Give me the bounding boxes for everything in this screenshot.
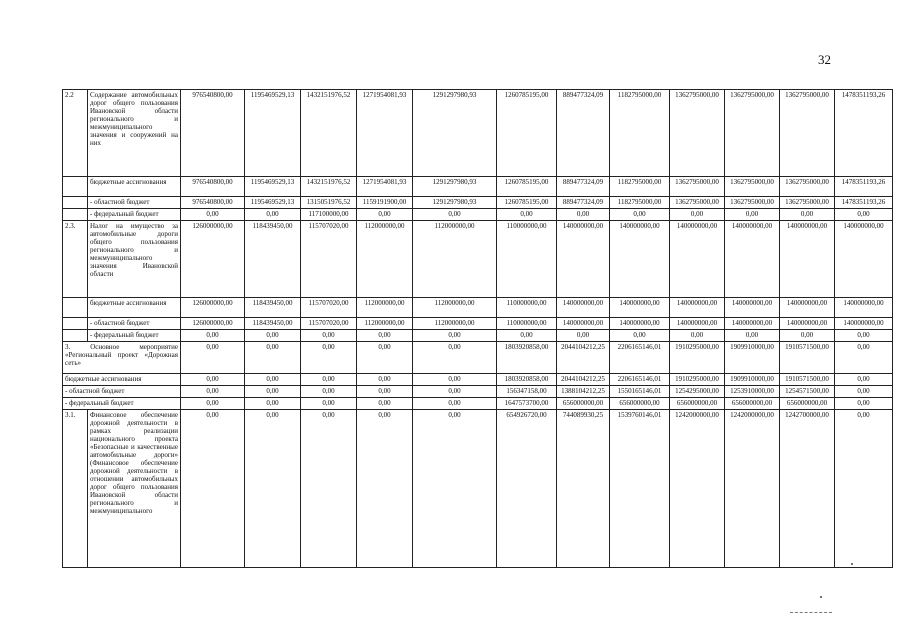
value-cell: 0,00 bbox=[610, 330, 670, 342]
table-row bbox=[63, 410, 893, 568]
value-cell: 1242000000,00 bbox=[725, 410, 780, 568]
table-row bbox=[63, 398, 893, 410]
value-cell: 1910295000,00 bbox=[670, 342, 725, 374]
value-cell: 2044104212,25 bbox=[557, 374, 610, 386]
value-cell: 1362795000,00 bbox=[725, 197, 780, 209]
value-cell: 1388104212,25 bbox=[557, 386, 610, 398]
value-cell: 118439450,00 bbox=[245, 298, 301, 318]
value-cell: 112000000,00 bbox=[413, 318, 497, 330]
value-cell: 1362795000,00 bbox=[725, 177, 780, 197]
page-number: 32 bbox=[818, 52, 831, 67]
value-cell: 140000000,00 bbox=[610, 318, 670, 330]
row-name: - областной бюджет bbox=[88, 197, 181, 209]
budget-table bbox=[62, 89, 893, 568]
value-cell: 0,00 bbox=[413, 330, 497, 342]
value-cell: 654926720,00 bbox=[497, 410, 557, 568]
value-cell: 1260785195,00 bbox=[497, 90, 557, 177]
value-cell: 1909910000,00 bbox=[725, 342, 780, 374]
value-cell: 118439450,00 bbox=[245, 221, 301, 298]
value-cell: 0,00 bbox=[301, 330, 357, 342]
value-cell: 1254571500,00 bbox=[780, 386, 835, 398]
value-cell: 976540800,00 bbox=[181, 90, 245, 177]
row-name: 3. Основное мероприятие «Региональный проект «Дорожная сеть» bbox=[63, 342, 181, 374]
value-cell: 2206165146,01 bbox=[610, 374, 670, 386]
value-cell: 112000000,00 bbox=[413, 221, 497, 298]
value-cell: 0,00 bbox=[301, 386, 357, 398]
value-cell: 0,00 bbox=[357, 209, 413, 221]
row-name: бюджетные ассигнования bbox=[88, 177, 181, 197]
row-name: Содержание автомобильных дорог общего пользования Ивановской области регионального и межмуниципального значения и сооружений на них bbox=[88, 90, 181, 177]
value-cell: 0,00 bbox=[357, 386, 413, 398]
row-code bbox=[63, 177, 88, 197]
value-cell: 976540800,00 bbox=[181, 197, 245, 209]
value-cell: 0,00 bbox=[301, 398, 357, 410]
value-cell: 0,00 bbox=[835, 342, 893, 374]
value-cell: 126000000,00 bbox=[181, 318, 245, 330]
value-cell: 0,00 bbox=[245, 330, 301, 342]
value-cell: 0,00 bbox=[557, 330, 610, 342]
row-name: - федеральный бюджет bbox=[88, 209, 181, 221]
value-cell: 140000000,00 bbox=[780, 298, 835, 318]
value-cell: 1362795000,00 bbox=[780, 90, 835, 177]
value-cell: 0,00 bbox=[245, 209, 301, 221]
value-cell: 1159191900,00 bbox=[357, 197, 413, 209]
row-code bbox=[63, 330, 88, 342]
row-code bbox=[63, 318, 88, 330]
value-cell: 0,00 bbox=[835, 386, 893, 398]
value-cell: 1182795000,00 bbox=[610, 197, 670, 209]
value-cell: 0,00 bbox=[301, 374, 357, 386]
value-cell: 656000000,00 bbox=[610, 398, 670, 410]
value-cell: 1362795000,00 bbox=[780, 197, 835, 209]
value-cell: 976540800,00 bbox=[181, 177, 245, 197]
value-cell: 889477324,09 bbox=[557, 177, 610, 197]
value-cell: 140000000,00 bbox=[670, 298, 725, 318]
value-cell: 1182795000,00 bbox=[610, 177, 670, 197]
value-cell: 1539760146,01 bbox=[610, 410, 670, 568]
table-row bbox=[63, 177, 893, 197]
value-cell: 1362795000,00 bbox=[780, 177, 835, 197]
value-cell: 0,00 bbox=[557, 209, 610, 221]
value-cell: 140000000,00 bbox=[780, 221, 835, 298]
value-cell: 0,00 bbox=[245, 386, 301, 398]
value-cell: 1271954081,93 bbox=[357, 90, 413, 177]
value-cell: 0,00 bbox=[245, 342, 301, 374]
value-cell: 0,00 bbox=[413, 342, 497, 374]
value-cell: 0,00 bbox=[413, 386, 497, 398]
value-cell: 1182795000,00 bbox=[610, 90, 670, 177]
value-cell: 110000000,00 bbox=[497, 221, 557, 298]
row-name: - областной бюджет bbox=[63, 386, 181, 398]
value-cell: 1362795000,00 bbox=[670, 90, 725, 177]
value-cell: 0,00 bbox=[413, 398, 497, 410]
value-cell: 140000000,00 bbox=[725, 318, 780, 330]
value-cell: 1242700000,00 bbox=[780, 410, 835, 568]
row-code: 2.2 bbox=[63, 90, 88, 177]
value-cell: 1478351193,26 bbox=[835, 177, 893, 197]
value-cell: 110000000,00 bbox=[497, 318, 557, 330]
value-cell: 0,00 bbox=[835, 209, 893, 221]
value-cell: 0,00 bbox=[413, 209, 497, 221]
value-cell: 112000000,00 bbox=[413, 298, 497, 318]
value-cell: 0,00 bbox=[245, 374, 301, 386]
value-cell: 115707020,00 bbox=[301, 221, 357, 298]
value-cell: 0,00 bbox=[780, 209, 835, 221]
table-row bbox=[63, 374, 893, 386]
value-cell: 115707020,00 bbox=[301, 318, 357, 330]
value-cell: 1291297980,93 bbox=[413, 197, 497, 209]
value-cell: 1647573700,00 bbox=[497, 398, 557, 410]
value-cell: 0,00 bbox=[835, 330, 893, 342]
table-row bbox=[63, 386, 893, 398]
value-cell: 1478351193,26 bbox=[835, 90, 893, 177]
footer-rule bbox=[790, 612, 832, 613]
value-cell: 1254295000,00 bbox=[670, 386, 725, 398]
value-cell: 117100000,00 bbox=[301, 209, 357, 221]
value-cell: 1271954081,93 bbox=[357, 177, 413, 197]
value-cell: 0,00 bbox=[181, 330, 245, 342]
value-cell: 140000000,00 bbox=[557, 221, 610, 298]
value-cell: 140000000,00 bbox=[835, 221, 893, 298]
value-cell: 0,00 bbox=[497, 330, 557, 342]
value-cell: 118439450,00 bbox=[245, 318, 301, 330]
value-cell: 1291297980,93 bbox=[413, 177, 497, 197]
row-name: Налог на имущество за автомобильные дороги общего пользования регионального и межмуниципального значения Ивановской области bbox=[88, 221, 181, 298]
row-code: 3.1. bbox=[63, 410, 88, 568]
value-cell: 140000000,00 bbox=[835, 318, 893, 330]
value-cell: 1550165146,01 bbox=[610, 386, 670, 398]
row-code bbox=[63, 209, 88, 221]
value-cell: 140000000,00 bbox=[610, 221, 670, 298]
value-cell: 140000000,00 bbox=[557, 318, 610, 330]
value-cell: 140000000,00 bbox=[835, 298, 893, 318]
value-cell: 0,00 bbox=[497, 209, 557, 221]
value-cell: 1432151976,52 bbox=[301, 90, 357, 177]
value-cell: 0,00 bbox=[835, 374, 893, 386]
value-cell: 1362795000,00 bbox=[670, 197, 725, 209]
value-cell: 1195469529,13 bbox=[245, 197, 301, 209]
value-cell: 140000000,00 bbox=[557, 298, 610, 318]
value-cell: 1432151976,52 bbox=[301, 177, 357, 197]
table-row bbox=[63, 90, 893, 177]
value-cell: 0,00 bbox=[181, 374, 245, 386]
value-cell: 0,00 bbox=[725, 330, 780, 342]
value-cell: 156347158,00 bbox=[497, 386, 557, 398]
value-cell: 1910571500,00 bbox=[780, 342, 835, 374]
value-cell: 1803920858,00 bbox=[497, 374, 557, 386]
row-name: Финансовое обеспечение дорожной деятельности в рамках реализации национального проекта «Безопасные и качественные автомобильные дороги» (Финансовое обеспечение дорожной деятельности в отношении автомобильных дорог общего пользования Ивановской области регионального и межмуниципального bbox=[88, 410, 181, 568]
table-row bbox=[63, 330, 893, 342]
value-cell: 0,00 bbox=[670, 209, 725, 221]
table-row bbox=[63, 318, 893, 330]
value-cell: 0,00 bbox=[835, 398, 893, 410]
value-cell: 1909910000,00 bbox=[725, 374, 780, 386]
table-row bbox=[63, 298, 893, 318]
value-cell: 0,00 bbox=[301, 410, 357, 568]
value-cell: 1362795000,00 bbox=[670, 177, 725, 197]
value-cell: 0,00 bbox=[357, 398, 413, 410]
value-cell: 656000000,00 bbox=[670, 398, 725, 410]
value-cell: 112000000,00 bbox=[357, 318, 413, 330]
value-cell: 0,00 bbox=[670, 330, 725, 342]
value-cell: 1260785195,00 bbox=[497, 177, 557, 197]
row-code bbox=[63, 298, 88, 318]
value-cell: 0,00 bbox=[181, 410, 245, 568]
value-cell: 1803920858,00 bbox=[497, 342, 557, 374]
value-cell: 0,00 bbox=[835, 410, 893, 568]
value-cell: 140000000,00 bbox=[780, 318, 835, 330]
scan-speck bbox=[820, 596, 822, 598]
scan-speck bbox=[851, 563, 853, 565]
value-cell: 0,00 bbox=[245, 398, 301, 410]
row-name: - федеральный бюджет bbox=[88, 330, 181, 342]
row-name: бюджетные ассигнования bbox=[63, 374, 181, 386]
value-cell: 0,00 bbox=[725, 209, 780, 221]
value-cell: 140000000,00 bbox=[670, 318, 725, 330]
row-name: бюджетные ассигнования bbox=[88, 298, 181, 318]
value-cell: 140000000,00 bbox=[725, 221, 780, 298]
value-cell: 656000000,00 bbox=[557, 398, 610, 410]
table-row bbox=[63, 197, 893, 209]
value-cell: 112000000,00 bbox=[357, 221, 413, 298]
value-cell: 126000000,00 bbox=[181, 298, 245, 318]
value-cell: 0,00 bbox=[357, 330, 413, 342]
value-cell: 1242000000,00 bbox=[670, 410, 725, 568]
value-cell: 889477324,09 bbox=[557, 197, 610, 209]
value-cell: 1315051976,52 bbox=[301, 197, 357, 209]
value-cell: 1253910000,00 bbox=[725, 386, 780, 398]
value-cell: 0,00 bbox=[357, 342, 413, 374]
value-cell: 0,00 bbox=[357, 410, 413, 568]
value-cell: 0,00 bbox=[301, 342, 357, 374]
value-cell: 1910295000,00 bbox=[670, 374, 725, 386]
value-cell: 0,00 bbox=[181, 398, 245, 410]
value-cell: 2206165146,01 bbox=[610, 342, 670, 374]
value-cell: 126000000,00 bbox=[181, 221, 245, 298]
value-cell: 0,00 bbox=[413, 374, 497, 386]
table-row bbox=[63, 221, 893, 298]
value-cell: 744089930,25 bbox=[557, 410, 610, 568]
table-row bbox=[63, 342, 893, 374]
value-cell: 0,00 bbox=[181, 342, 245, 374]
row-code: 2.3. bbox=[63, 221, 88, 298]
value-cell: 0,00 bbox=[357, 374, 413, 386]
value-cell: 140000000,00 bbox=[670, 221, 725, 298]
value-cell: 889477324,09 bbox=[557, 90, 610, 177]
value-cell: 1195469529,13 bbox=[245, 177, 301, 197]
value-cell: 115707020,00 bbox=[301, 298, 357, 318]
value-cell: 0,00 bbox=[610, 209, 670, 221]
value-cell: 0,00 bbox=[181, 386, 245, 398]
row-name: - федеральный бюджет bbox=[63, 398, 181, 410]
value-cell: 140000000,00 bbox=[725, 298, 780, 318]
value-cell: 656000000,00 bbox=[780, 398, 835, 410]
value-cell: 1362795000,00 bbox=[725, 90, 780, 177]
value-cell: 0,00 bbox=[780, 330, 835, 342]
value-cell: 140000000,00 bbox=[610, 298, 670, 318]
row-code bbox=[63, 197, 88, 209]
value-cell: 2044104212,25 bbox=[557, 342, 610, 374]
value-cell: 0,00 bbox=[413, 410, 497, 568]
value-cell: 112000000,00 bbox=[357, 298, 413, 318]
value-cell: 656000000,00 bbox=[725, 398, 780, 410]
value-cell: 1195469529,13 bbox=[245, 90, 301, 177]
value-cell: 1260785195,00 bbox=[497, 197, 557, 209]
value-cell: 1478351193,26 bbox=[835, 197, 893, 209]
value-cell: 1291297980,93 bbox=[413, 90, 497, 177]
table-row bbox=[63, 209, 893, 221]
value-cell: 0,00 bbox=[181, 209, 245, 221]
value-cell: 0,00 bbox=[245, 410, 301, 568]
row-name: - областной бюджет bbox=[88, 318, 181, 330]
value-cell: 110000000,00 bbox=[497, 298, 557, 318]
value-cell: 1910571500,00 bbox=[780, 374, 835, 386]
